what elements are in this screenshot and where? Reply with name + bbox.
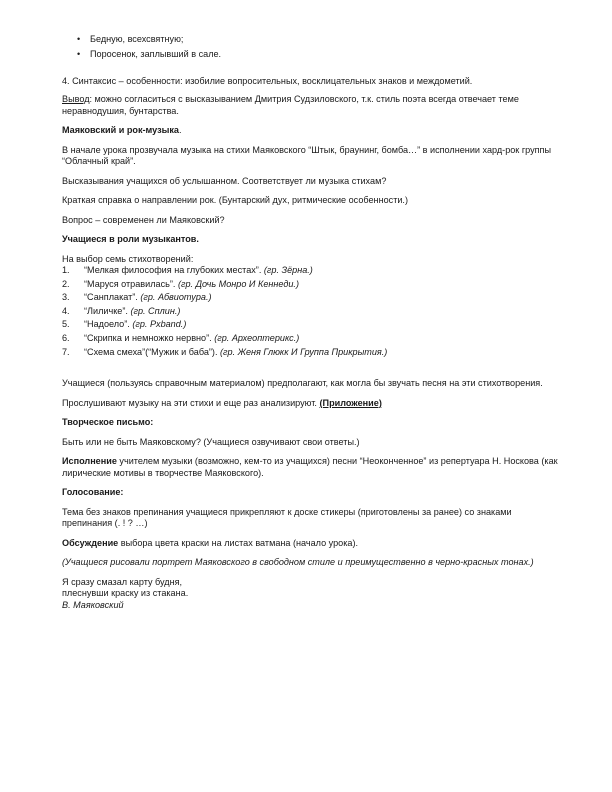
rock-heading-dot: . [178,125,182,135]
listen-text: Прослушивают музыку на эти стихи и еще раз анализируют. [62,397,320,408]
document-content [62,34,562,611]
rock-note-paragraph: Краткая справка о направлении рок. (Бунтарский дух, ритмические особенности.) [62,195,408,205]
question-paragraph: Вопрос – современен ли Маяковский? [62,214,225,225]
poem-title: “Схема смеха”(“Мужик и баба”). [84,346,218,357]
creative-paragraph: Быть или не быть Маяковскому? (Учащиеся озвучивают свои ответы.) [62,436,360,447]
poem-number: 2. [62,278,70,289]
conclusion-text: : можно согласиться с высказыванием Дмитрия Судзиловского, т.к. стиль поэта всегда отвечает теме неравнодушия, бунтарства. [62,94,519,116]
poem-item [62,292,562,306]
poem-group: (гр. Зёрна.) [263,265,313,275]
poem-title: “Скрипка и немножко нервно”. [84,332,212,343]
poem-item [62,346,562,361]
poem-number: 4. [62,305,70,316]
poem-title: “Санплакат”. [84,292,138,303]
discussion-text: выбора цвета краски на листах ватмана (начало урока). [118,537,359,548]
conclusion-label: Вывод [62,94,90,104]
poem-number: 3. [62,292,70,303]
poem-item [62,332,562,347]
performance-label: Исполнение [62,456,117,467]
poem-item [62,319,562,333]
bullet-list [62,34,562,64]
poem-group: (гр. Pxband.) [132,319,187,330]
poem-title: “Надоело”. [84,319,130,330]
quote-line: плеснувши краску из стакана. [62,588,189,599]
listen-paragraph [62,398,562,410]
bullet-item: • Поросенок, заплывший в сале. [80,49,562,64]
rock-heading-text: Маяковский и рок-музыка [62,125,179,135]
discussion-label: Обсуждение [62,537,119,548]
poem-list [62,265,562,360]
poem-title: “Маруся отравилась”. [84,278,176,289]
musicians-heading: Учащиеся в роли музыкантов. [62,234,199,244]
poem-number: 1. [62,265,70,275]
performance-paragraph [62,456,562,479]
opinions-paragraph: Высказывания учащихся об услышанном. Соответствует ли музыка стихам? [62,175,387,186]
poem-number: 7. [62,346,70,357]
creative-heading: Творческое письмо: [62,417,154,428]
poem-item [62,265,562,279]
quote-line: Я сразу смазал карту будня, [62,576,183,587]
intro-paragraph: В начале урока прозвучала музыка на стихи Маяковского “Штык, браунинг, бомба…” в исполнении хард-рок группы “Облачный край”. [62,144,552,166]
poem-group: (гр. Женя Глюкк И Группа Прикрытия.) [220,346,388,357]
syntax-line: 4. Синтаксис – особенности: изобилие вопросительных, восклицательных знаков и междометий. [62,76,473,86]
poem-group: (гр. Сплин.) [130,305,181,316]
poem-item [62,278,562,293]
rock-heading [62,125,562,137]
appendix-link[interactable]: (Приложение) [319,397,382,408]
conclusion-paragraph [62,94,562,117]
poem-group: (гр. Археоптерикс.) [214,332,300,343]
poem-item [62,305,562,320]
poem-number: 6. [62,332,70,343]
discussion-paragraph [62,538,562,550]
portrait-note: (Учащиеся рисовали портрет Маяковского в свободном стиле и преимущественно в черно-красных тонах.) [62,557,534,568]
voting-heading: Голосование: [62,487,124,498]
poem-group: (гр. Дочь Монро И Кеннеди.) [177,278,299,289]
quote-author: В. Маяковский [62,599,124,610]
poem-title: “Лиличке”. [84,305,128,316]
bullet-item: • Бедную, всехсвятную; [80,34,562,49]
poem-group: (гр. Абвиотура.) [140,292,212,303]
poem-title: “Мелкая философия на глубоких местах”. [84,265,262,275]
voting-paragraph: Тема без знаков препинания учащиеся прикрепляют к доске стикеры (приготовлены за ранее) со знаками препинания (. ! ? …) [62,506,512,529]
supposition-paragraph: Учащиеся (пользуясь справочным материалом) предполагают, как могла бы звучать песня на эти стихотворения. [62,378,543,389]
choice-intro: На выбор семь стихотворений: [62,253,194,264]
performance-text: учителем музыки (возможно, кем-то из учащихся) песни “Неоконченное” из репертуара Н. Носкова (как лирические мотивы в творчестве Маяковского). [62,456,558,478]
poem-number: 5. [62,319,70,330]
